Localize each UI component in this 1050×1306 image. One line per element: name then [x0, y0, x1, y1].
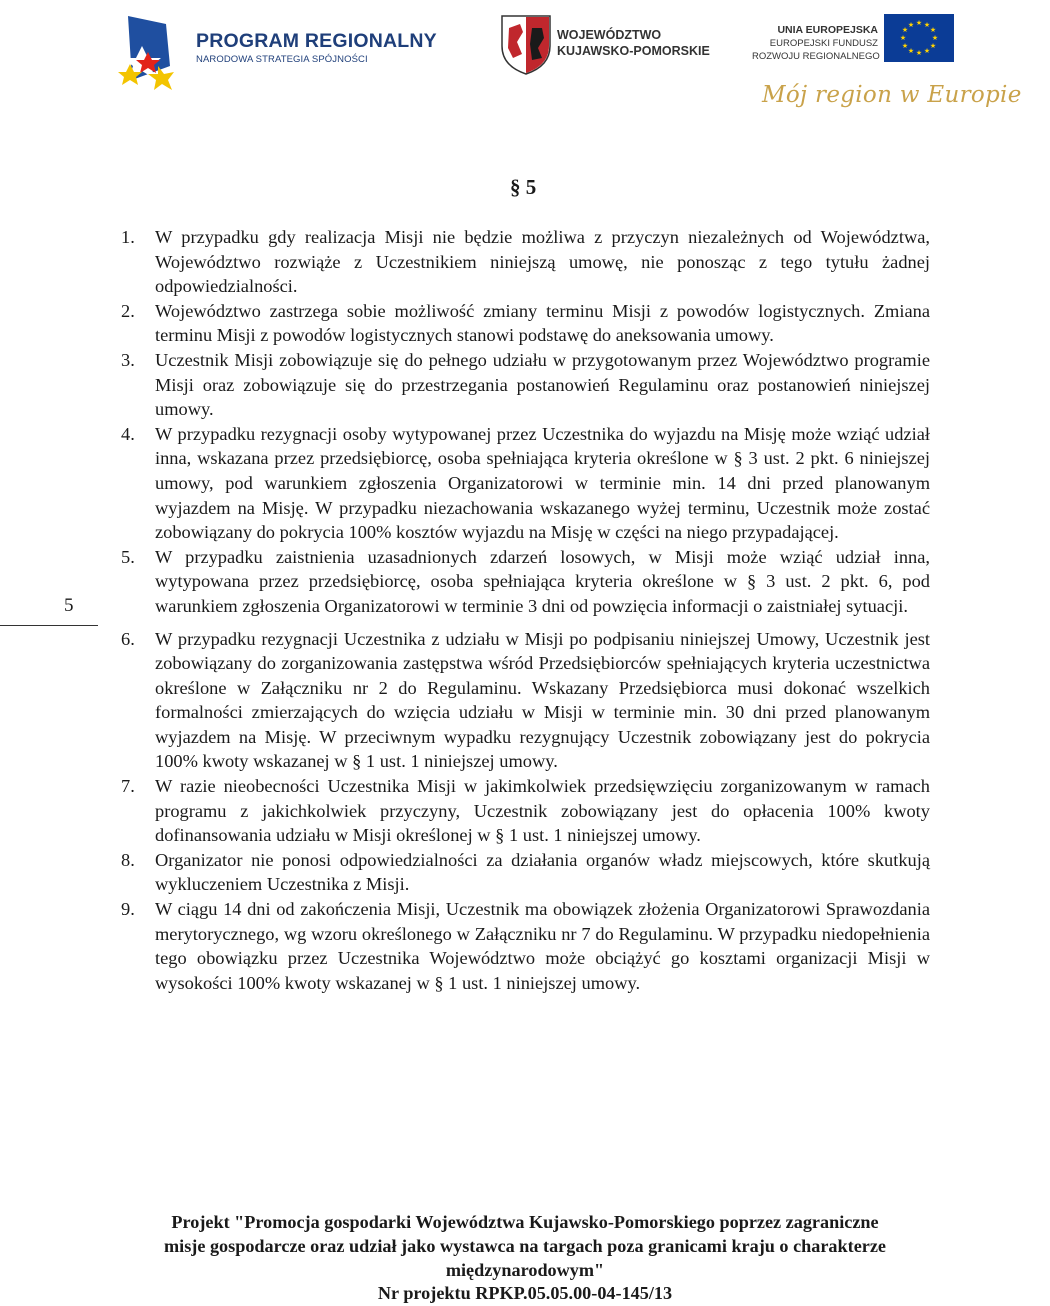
clause-number: 1.	[121, 227, 135, 247]
program-title: PROGRAM REGIONALNY	[196, 30, 437, 52]
svg-text:★: ★	[901, 26, 909, 34]
clause-text: W przypadku zaistnienia uzasadnionych zdarzeń losowych, w Misji może wziąć udział inna, wytypowana przez przedsiębiorcę, osoba spełniająca kryteria określone w § 3 ust. 2 pkt. 6, pod warunkiem zgłoszenia Organizatorowi w terminie 3 dni od powzięcia informacji o zaistniałej sytuacji.	[155, 546, 930, 616]
svg-text:★: ★	[931, 34, 939, 42]
svg-text:★: ★	[907, 47, 915, 55]
clause-item	[115, 774, 930, 848]
clause-text: W razie nieobecności Uczestnika Misji w jakimkolwiek przedsięwzięciu zorganizowanym w ramach programu z jakichkolwiek przyczyny, Uczestnik zobowiązany jest do opłacenia 100% kwoty dofinansowania udziału w Misji określonej w § 1 ust. 1 niniejszej umowy.	[155, 776, 930, 846]
footer-line3: międzynarodowym"	[445, 1259, 605, 1280]
voivodeship-line1: WOJEWÓDZTWO	[557, 28, 662, 42]
footer-line2: misje gospodarcze oraz udział jako wystawca na targach poza granicami kraju o charakterze	[163, 1235, 886, 1256]
section-title: § 5	[510, 175, 537, 199]
program-subtitle: NARODOWA STRATEGIA SPÓJNOŚCI	[196, 54, 368, 65]
clause-item	[115, 897, 930, 995]
clause-text: W ciągu 14 dni od zakończenia Misji, Uczestnik ma obowiązek złożenia Organizatorowi Sprawozdania merytorycznego, wg wzoru określonego w Załączniku nr 7 do Regulaminu. W przypadku niedopełnienia tego obowiązku przez Uczestnika Województwo może obciążyć go kosztami organizacji Misji w wysokości 100% kwoty wskazanej w § 1 ust. 1 niniejszej umowy.	[155, 899, 930, 993]
clause-item	[115, 422, 930, 545]
clause-number: 5.	[121, 546, 135, 567]
eu-line1: UNIA EUROPEJSKA	[777, 24, 878, 36]
header-logos	[0, 0, 1022, 140]
svg-text:★: ★	[901, 42, 909, 50]
eu-line3: ROZWOJU REGIONALNEGO	[752, 51, 880, 62]
clause-list	[115, 225, 930, 995]
clause-item	[115, 348, 930, 422]
clause-text: W przypadku gdy realizacja Misji nie będzie możliwa z przyczyn niezależnych od Województwa, Województwo rozwiąże z Uczestnikiem niniejszą umowę, nie ponosząc z tego tytułu żadnej odpowiedzialności.	[155, 227, 930, 297]
eu-flag-icon	[884, 14, 954, 62]
voivodeship-line2: KUJAWSKO-POMORSKIE	[557, 44, 710, 58]
clause-text: W przypadku rezygnacji osoby wytypowanej przez Uczestnika do wyjazdu na Misję może wziąć udział inna, wskazana przez przedsiębiorcę, osoba spełniająca kryteria określone w § 3 ust. 2 pkt. 6 niniejszej umowy, pod warunkiem zgłoszenia Organizatorowi w terminie min. 14 dni przed planowanym wyjazdem na Misję. W przypadku niezachowania wskazanego wyżej terminu, Uczestnik może zostać zobowiązany do pokrycia 100% kosztów wyjazdu na Misję w części na niego przypadającej.	[155, 423, 930, 543]
clause-number: 9.	[121, 899, 135, 920]
eu-fund-text	[752, 24, 878, 63]
clause-text: Organizator nie ponosi odpowiedzialności za działania organów władz miejscowych, które skutkują wykluczeniem Uczestnika z Misji.	[155, 849, 930, 895]
page-number-rule	[0, 625, 98, 626]
svg-text:★: ★	[929, 42, 937, 50]
clause-number: 3.	[121, 349, 135, 370]
svg-text:★: ★	[923, 47, 931, 55]
clause-item	[115, 627, 930, 775]
footer-line4: Nr projektu RPKP.05.05.00-04-145/13	[377, 1283, 673, 1304]
clause-number: 4.	[121, 423, 135, 444]
clause-item	[115, 225, 930, 299]
clause-number: 2.	[121, 300, 135, 321]
program-regionalny-logo	[118, 6, 188, 94]
clause-item	[115, 848, 930, 897]
svg-text:★: ★	[899, 34, 907, 42]
svg-text:★: ★	[923, 21, 931, 29]
clause-text: Województwo zastrzega sobie możliwość zmiany terminu Misji z powodów logistycznych. Zmiana terminu Misji z powodów logistycznych stanowi podstawę do aneksowania umowy.	[155, 300, 930, 346]
voivodeship-name	[557, 27, 710, 59]
eu-line2: EUROPEJSKI FUNDUSZ	[769, 38, 878, 49]
clause-number: 6.	[121, 628, 135, 649]
svg-text:★: ★	[915, 49, 923, 57]
svg-text:★: ★	[915, 19, 923, 27]
clause-number: 8.	[121, 849, 135, 870]
project-footer	[0, 1211, 1050, 1306]
svg-text:★: ★	[929, 26, 937, 34]
clause-item	[115, 299, 930, 348]
voivodeship-crest-icon	[500, 14, 552, 76]
clause-item	[115, 545, 930, 619]
clause-number: 7.	[121, 776, 135, 797]
footer-line1: Projekt "Promocja gospodarki Województwa Kujawsko-Pomorskiego poprzez zagraniczne	[171, 1212, 879, 1232]
clause-text: Uczestnik Misji zobowiązuje się do pełnego udziału w przygotowanym przez Województwo programie Misji oraz zobowiązuje się do przestrzegania postanowień Regulaminu oraz postanowień niniejszej umowy.	[155, 349, 930, 420]
svg-text:★: ★	[907, 21, 915, 29]
clause-text: W przypadku rezygnacji Uczestnika z udziału w Misji po podpisaniu niniejszej Umowy, Uczestnik jest zobowiązany do zorganizowania zastępstwa wśród Przedsiębiorców spełniających kryteria uczestnictwa określone w Załączniku nr 2 do Regulaminu. Wskazany Przedsiębiorca musi dokonać wszelkich formalności zmierzających do wzięcia udziału w Misji w terminie min. 30 dni przed planowanym wyjazdem na Misję. W przeciwnym wypadku rezygnujący Uczestnik zobowiązany jest do pokrycia 100% kwoty wskazanej w § 1 ust. 1 niniejszej umowy.	[155, 628, 930, 772]
page-number: 5	[64, 595, 74, 616]
slogan: Mój region w Europie	[762, 82, 1022, 108]
